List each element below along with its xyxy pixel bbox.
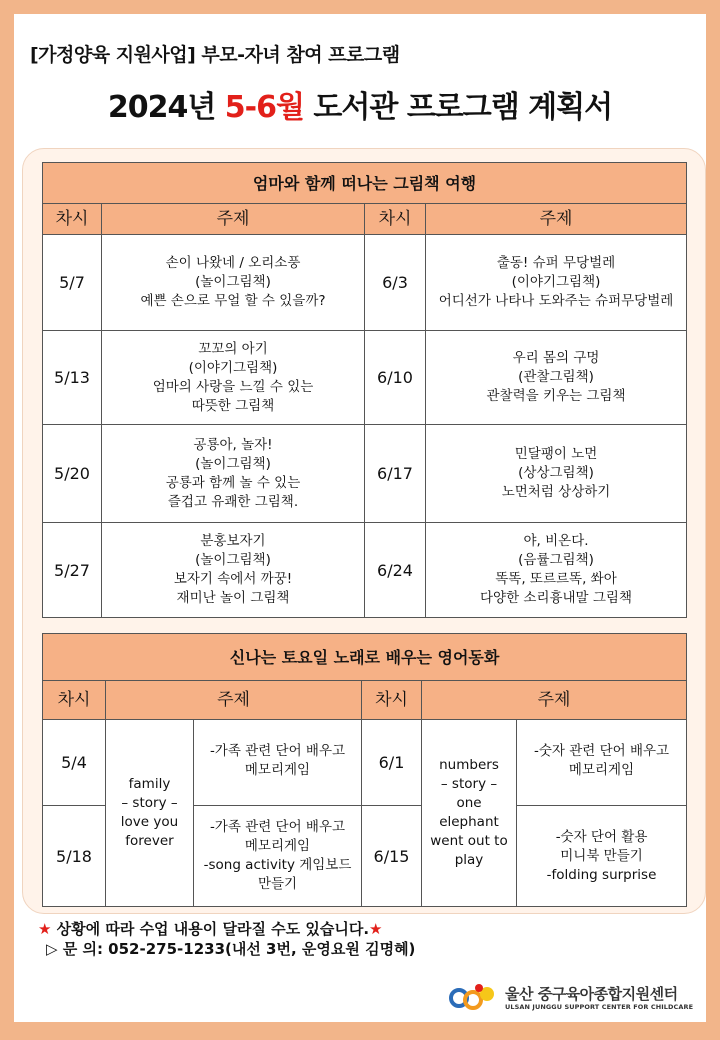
session-date: 6/17 bbox=[365, 425, 426, 523]
session-date: 5/13 bbox=[43, 331, 102, 425]
topic-line: 보자기 속에서 까꿍! bbox=[173, 571, 293, 587]
topic-line: (음률그림책) bbox=[518, 552, 594, 568]
topic-line: 어디선가 나타나 도와주는 슈퍼무당벌레 bbox=[438, 293, 674, 309]
activity-line: -숫자 단어 활용 bbox=[555, 828, 648, 845]
activity-line: 만들기 bbox=[257, 876, 298, 892]
book-line: elephant bbox=[439, 814, 499, 830]
center-name: 울산 중구육아종합지원센터 bbox=[505, 985, 678, 1003]
session-activity bbox=[194, 720, 362, 806]
program-subtitle: [가정양육 지원사업] 부모-자녀 참여 프로그램 bbox=[30, 44, 400, 66]
activity-line: 미니북 만들기 bbox=[560, 847, 643, 864]
session-date: 5/7 bbox=[43, 235, 102, 331]
topic-line: (놀이그림책) bbox=[195, 552, 271, 568]
star-icon: ★ bbox=[369, 920, 383, 938]
book-line: love you bbox=[120, 814, 179, 830]
center-logo bbox=[449, 982, 697, 1014]
session-date: 5/4 bbox=[43, 720, 106, 806]
col-header-session: 차시 bbox=[365, 204, 426, 235]
story-book-title bbox=[422, 720, 517, 907]
topic-line: 분홍보자기 bbox=[200, 533, 266, 549]
session-date: 6/15 bbox=[362, 806, 422, 907]
topic-line: (놀이그림책) bbox=[195, 274, 271, 290]
col-header-session: 차시 bbox=[43, 681, 106, 720]
book-line: – story – bbox=[121, 795, 178, 811]
activity-line: -folding surprise bbox=[546, 866, 657, 883]
topic-line: 우리 몸의 구멍 bbox=[512, 350, 600, 366]
topic-line: 관찰력을 키우는 그림책 bbox=[486, 388, 626, 404]
table-row bbox=[43, 331, 687, 425]
story-book-title bbox=[106, 720, 194, 907]
center-name-english: ULSAN JUNGGU SUPPORT CENTER FOR CHILDCARE bbox=[505, 1003, 694, 1011]
activity-line: -가족 관련 단어 배우고 bbox=[209, 819, 346, 835]
topic-line: 공룡아, 놀자! bbox=[193, 436, 273, 453]
activity-line: -가족 관련 단어 배우고 bbox=[209, 743, 346, 759]
topic-line: 손이 나왔네 / 오리소풍 bbox=[165, 255, 301, 271]
session-date: 6/10 bbox=[365, 331, 426, 425]
session-activity bbox=[194, 806, 362, 907]
session-topic bbox=[102, 331, 365, 425]
activity-line: 메모리게임 bbox=[568, 762, 635, 778]
topic-line: 민달팽이 노먼 bbox=[514, 446, 598, 462]
title-highlight: 5-6월 bbox=[224, 90, 304, 125]
col-header-topic: 주제 bbox=[426, 204, 687, 235]
picture-book-schedule-table bbox=[42, 162, 687, 618]
star-icon: ★ bbox=[38, 920, 52, 938]
session-topic bbox=[102, 425, 365, 523]
col-header-session: 차시 bbox=[43, 204, 102, 235]
col-header-topic: 주제 bbox=[422, 681, 687, 720]
topic-line: 즐겁고 유쾌한 그림책. bbox=[167, 493, 299, 510]
notice-text: 상황에 따라 수업 내용이 달라질 수도 있습니다. bbox=[51, 920, 370, 938]
title-suffix: 도서관 프로그램 계획서 bbox=[303, 90, 613, 125]
session-topic bbox=[102, 523, 365, 618]
topic-line: 따뜻한 그림책 bbox=[191, 397, 275, 414]
topic-line: 야, 비온다. bbox=[523, 533, 589, 549]
book-line: went out to bbox=[430, 833, 508, 849]
topic-line: (이야기그림책) bbox=[188, 359, 278, 376]
topic-line: (놀이그림책) bbox=[195, 455, 271, 472]
book-line: – story – bbox=[440, 776, 498, 792]
logo-mark-icon bbox=[449, 982, 497, 1012]
topic-line: (상상그림책) bbox=[518, 465, 594, 481]
activity-line: 메모리게임 bbox=[244, 762, 311, 778]
table-row bbox=[43, 425, 687, 523]
session-activity bbox=[517, 806, 687, 907]
topic-line: 똑똑, 또르르똑, 쏴아 bbox=[495, 571, 617, 587]
topic-line: (이야기그림책) bbox=[511, 274, 601, 290]
topic-line: 출동! 슈퍼 무당벌레 bbox=[496, 255, 616, 271]
session-date: 6/1 bbox=[362, 720, 422, 806]
activity-line: -숫자 관련 단어 배우고 bbox=[533, 743, 670, 759]
session-topic bbox=[426, 235, 687, 331]
col-header-session: 차시 bbox=[362, 681, 422, 720]
activity-line: -song activity 게임보드 bbox=[203, 857, 352, 873]
session-topic bbox=[102, 235, 365, 331]
topic-line: 공룡과 함께 놀 수 있는 bbox=[165, 474, 301, 491]
topic-line: 꼬꼬의 아기 bbox=[198, 340, 268, 357]
session-date: 5/20 bbox=[43, 425, 102, 523]
table-row bbox=[43, 720, 687, 806]
session-activity bbox=[517, 720, 687, 806]
table-row bbox=[43, 235, 687, 331]
activity-line: 메모리게임 bbox=[244, 838, 311, 854]
topic-line: 재미난 놀이 그림책 bbox=[176, 590, 290, 606]
topic-line: 엄마의 사랑을 느낄 수 있는 bbox=[152, 378, 314, 395]
book-line: family bbox=[128, 776, 171, 792]
title-prefix: 2024년 bbox=[107, 90, 225, 125]
book-line: forever bbox=[125, 833, 174, 849]
english-story-schedule-table bbox=[42, 633, 687, 907]
book-line: numbers bbox=[439, 757, 499, 773]
topic-line: (관찰그림책) bbox=[518, 369, 594, 385]
session-date: 5/18 bbox=[43, 806, 106, 907]
notice-line bbox=[38, 918, 382, 939]
page-title bbox=[0, 82, 720, 126]
table-row bbox=[43, 523, 687, 618]
topic-line: 노먼처럼 상상하기 bbox=[501, 484, 611, 500]
table-caption: 신나는 토요일 노래로 배우는 영어동화 bbox=[43, 634, 687, 681]
topic-line: 다양한 소리흉내말 그림책 bbox=[479, 590, 633, 606]
contact-line: ▷ 문 의: 052-275-1233(내선 3번, 운영요원 김명혜) bbox=[46, 940, 416, 958]
book-line: one bbox=[456, 795, 482, 811]
table-caption: 엄마와 함께 떠나는 그림책 여행 bbox=[43, 163, 687, 204]
session-date: 6/24 bbox=[365, 523, 426, 618]
col-header-topic: 주제 bbox=[102, 204, 365, 235]
session-topic bbox=[426, 425, 687, 523]
col-header-topic: 주제 bbox=[106, 681, 362, 720]
session-date: 5/27 bbox=[43, 523, 102, 618]
book-line: play bbox=[454, 852, 484, 868]
topic-line: 예쁜 손으로 무얼 할 수 있을까? bbox=[140, 293, 326, 309]
session-date: 6/3 bbox=[365, 235, 426, 331]
session-topic bbox=[426, 523, 687, 618]
session-topic bbox=[426, 331, 687, 425]
